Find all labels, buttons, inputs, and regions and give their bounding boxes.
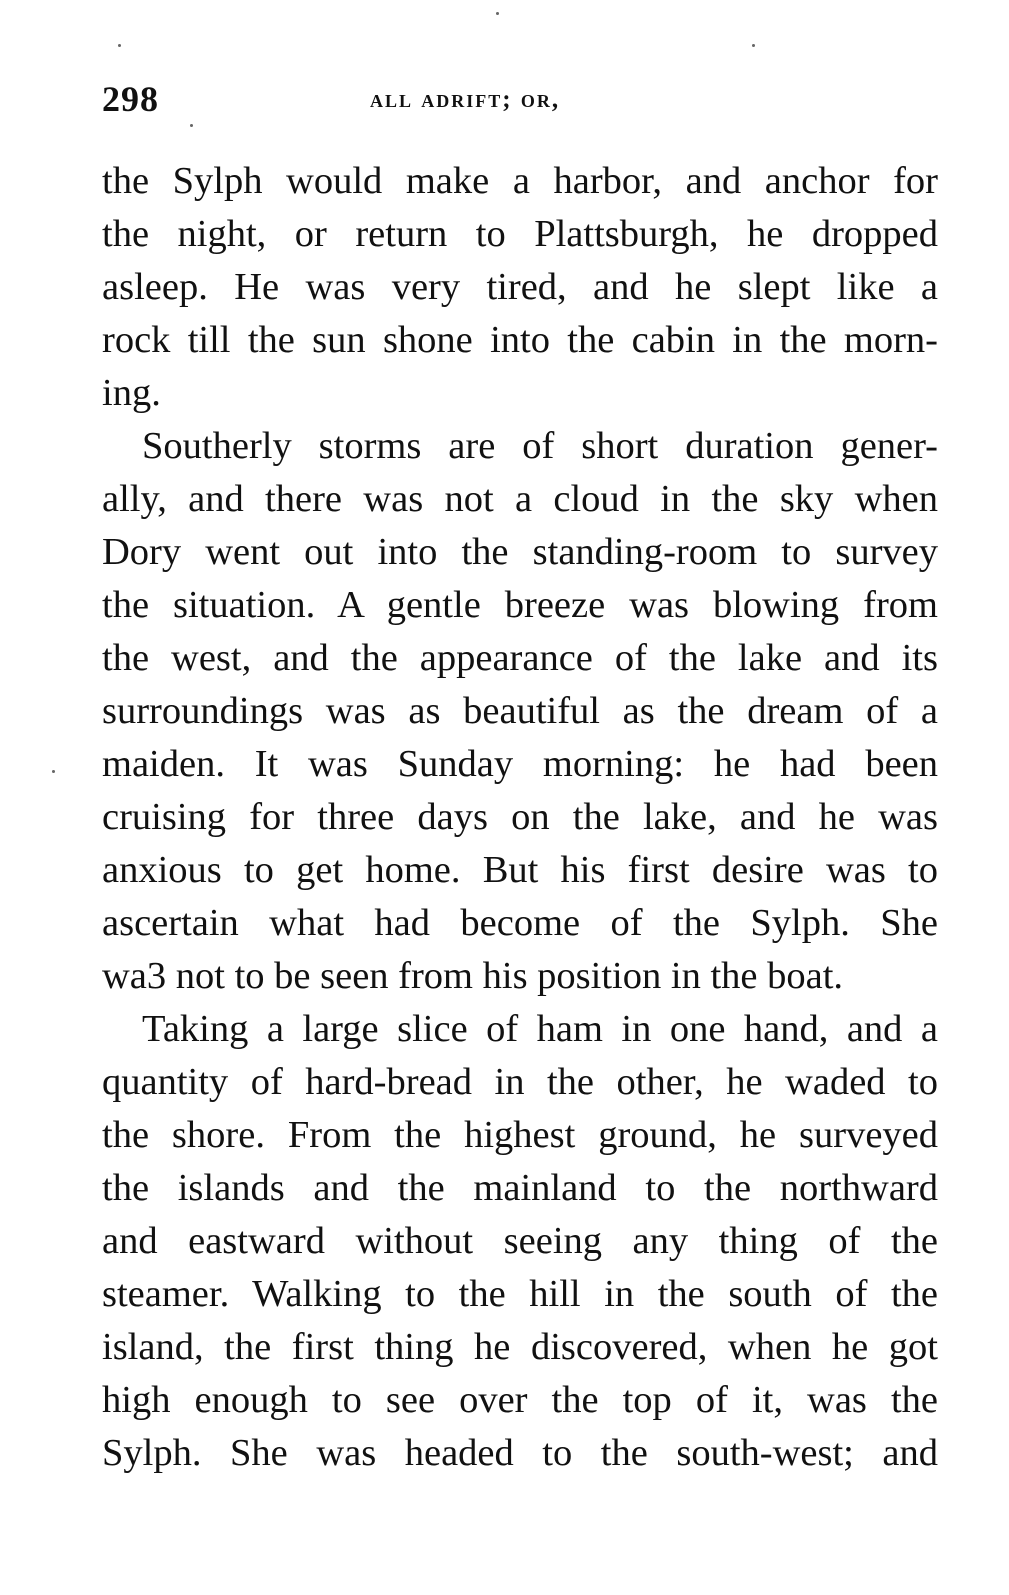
- text-line: ing.: [102, 372, 161, 414]
- page-header: [102, 78, 938, 122]
- paper-speck: [752, 44, 755, 47]
- text-line: island, the first thing he discovered, when he got: [102, 1326, 938, 1368]
- text-line: ally, and there was not a cloud in the sky when: [102, 478, 938, 520]
- text-line: Sylph. She was headed to the south-west; and: [102, 1432, 938, 1474]
- text-line: anxious to get home. But his first desire was to: [102, 849, 938, 891]
- paper-speck: [118, 44, 121, 47]
- paragraph: [102, 155, 938, 420]
- text-line: surroundings was as beautiful as the dream of a: [102, 690, 938, 732]
- body-text: [102, 155, 938, 1480]
- text-line: quantity of hard-bread in the other, he waded to: [102, 1061, 938, 1103]
- paper-speck: [52, 770, 55, 773]
- text-line: maiden. It was Sunday morning: he had been: [102, 743, 938, 785]
- text-line: rock till the sun shone into the cabin in the morn-: [102, 319, 938, 361]
- text-line: steamer. Walking to the hill in the south of the: [102, 1273, 938, 1315]
- paper-speck: [190, 124, 193, 127]
- text-line: the night, or return to Plattsburgh, he dropped: [102, 213, 938, 255]
- text-line: Dory went out into the standing-room to survey: [102, 531, 938, 573]
- text-line: the situation. A gentle breeze was blowing from: [102, 584, 938, 626]
- paper-speck: [496, 12, 499, 15]
- text-line: the west, and the appearance of the lake and its: [102, 637, 938, 679]
- text-line: Southerly storms are of short duration gener-: [142, 425, 938, 467]
- paragraph: [102, 420, 938, 1003]
- paragraph: [102, 1003, 938, 1480]
- text-line: the islands and the mainland to the northward: [102, 1167, 938, 1209]
- page-number: 298: [102, 79, 159, 119]
- text-line: wa3 not to be seen from his position in the boat.: [102, 955, 844, 997]
- text-line: cruising for three days on the lake, and he was: [102, 796, 938, 838]
- text-line: the shore. From the highest ground, he surveyed: [102, 1114, 938, 1156]
- text-line: ascertain what had become of the Sylph. She: [102, 902, 938, 944]
- running-title: all adrift; or,: [370, 86, 561, 113]
- text-line: high enough to see over the top of it, was the: [102, 1379, 938, 1421]
- text-line: Taking a large slice of ham in one hand, and a: [142, 1008, 938, 1050]
- text-line: the Sylph would make a harbor, and anchor for: [102, 160, 938, 202]
- text-line: and eastward without seeing any thing of the: [102, 1220, 938, 1262]
- text-line: asleep. He was very tired, and he slept like a: [102, 266, 938, 308]
